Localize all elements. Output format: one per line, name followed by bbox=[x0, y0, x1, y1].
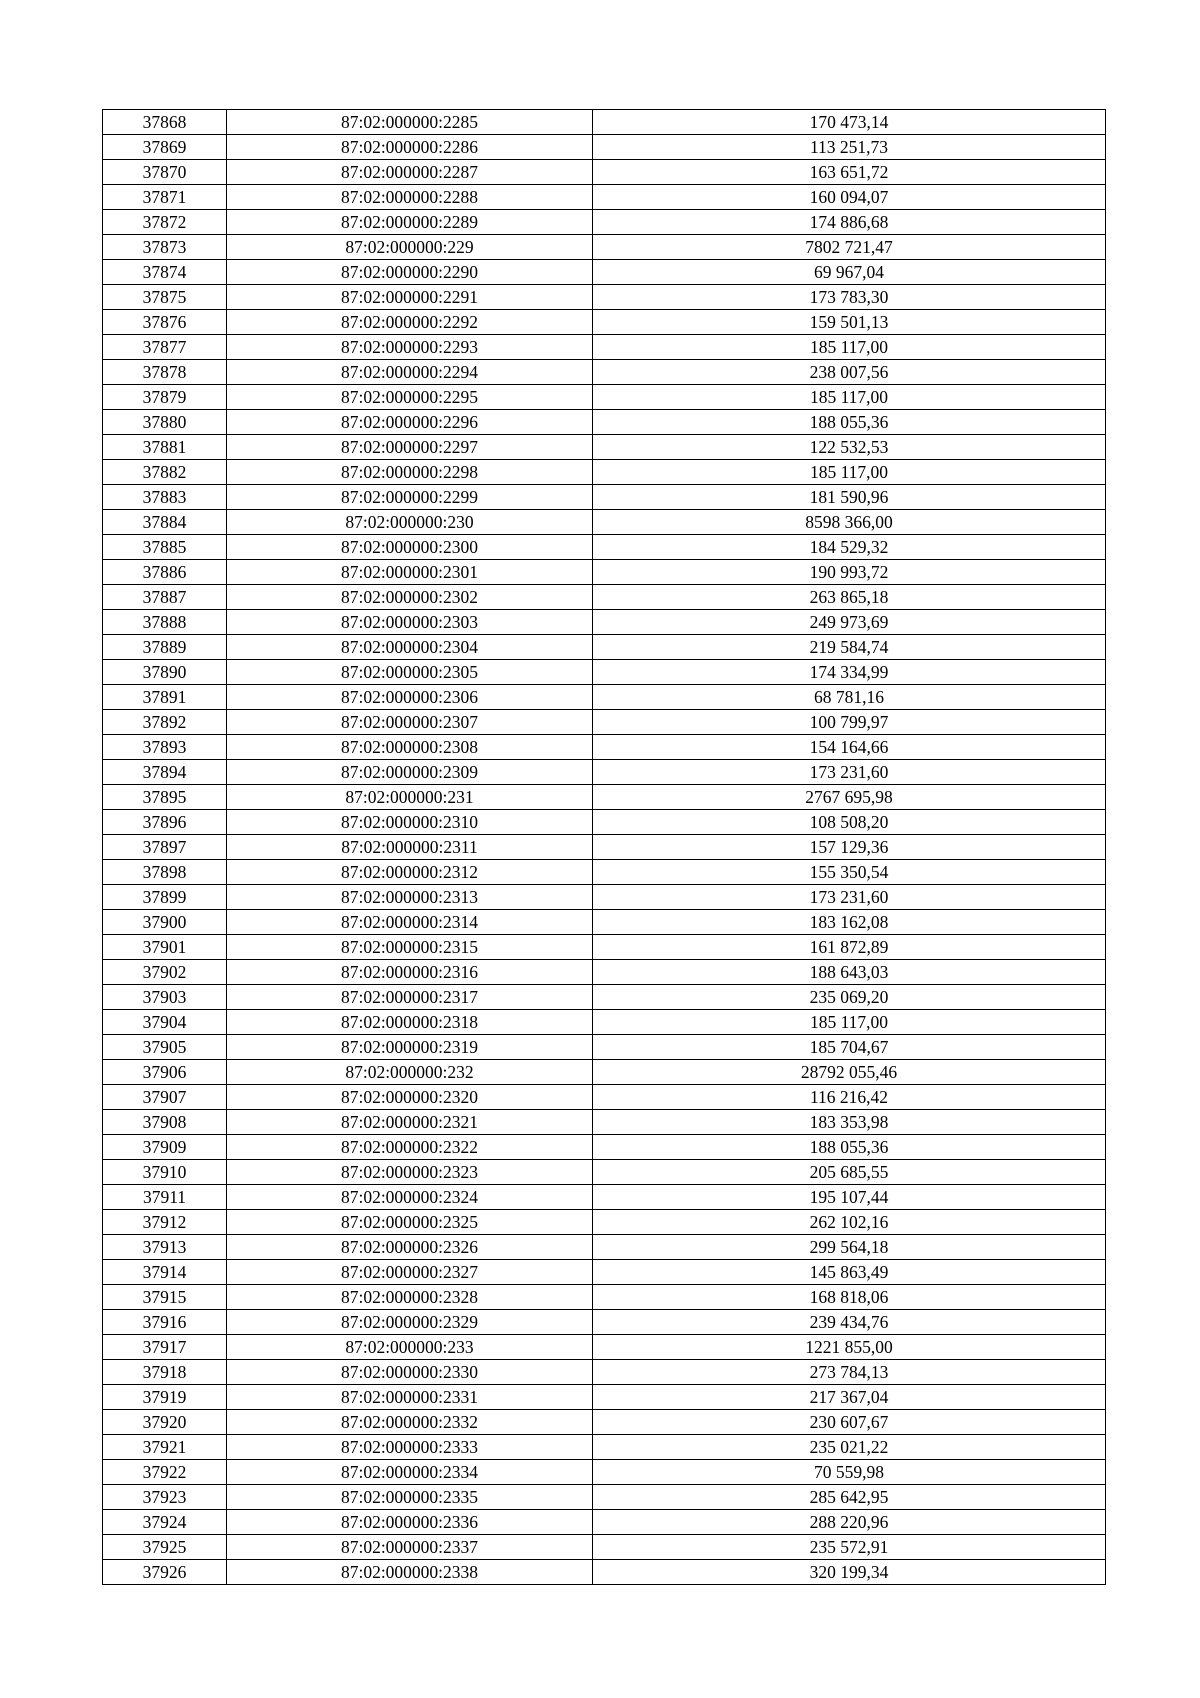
cadastral-number-cell: 87:02:000000:2319 bbox=[227, 1035, 593, 1060]
table-row bbox=[103, 435, 1106, 460]
cadastral-value-cell: 299 564,18 bbox=[593, 1235, 1106, 1260]
cadastral-number-cell: 87:02:000000:2291 bbox=[227, 285, 593, 310]
cadastral-number-cell: 87:02:000000:2303 bbox=[227, 610, 593, 635]
row-number-cell: 37898 bbox=[103, 860, 227, 885]
row-number-cell: 37901 bbox=[103, 935, 227, 960]
table-row bbox=[103, 1460, 1106, 1485]
table-row bbox=[103, 685, 1106, 710]
cadastral-number-cell: 87:02:000000:2318 bbox=[227, 1010, 593, 1035]
cadastral-value-cell: 161 872,89 bbox=[593, 935, 1106, 960]
cadastral-value-cell: 159 501,13 bbox=[593, 310, 1106, 335]
row-number-cell: 37904 bbox=[103, 1010, 227, 1035]
cadastral-value-cell: 249 973,69 bbox=[593, 610, 1106, 635]
cadastral-number-cell: 87:02:000000:2293 bbox=[227, 335, 593, 360]
table-row bbox=[103, 535, 1106, 560]
cadastral-value-cell: 157 129,36 bbox=[593, 835, 1106, 860]
cadastral-number-cell: 87:02:000000:233 bbox=[227, 1335, 593, 1360]
table-row bbox=[103, 235, 1106, 260]
cadastral-number-cell: 87:02:000000:231 bbox=[227, 785, 593, 810]
cadastral-value-cell: 205 685,55 bbox=[593, 1160, 1106, 1185]
row-number-cell: 37909 bbox=[103, 1135, 227, 1160]
cadastral-number-cell: 87:02:000000:2302 bbox=[227, 585, 593, 610]
cadastral-value-cell: 235 021,22 bbox=[593, 1435, 1106, 1460]
table-row bbox=[103, 1335, 1106, 1360]
cadastral-value-cell: 7802 721,47 bbox=[593, 235, 1106, 260]
cadastral-number-cell: 87:02:000000:2312 bbox=[227, 860, 593, 885]
cadastral-value-cell: 122 532,53 bbox=[593, 435, 1106, 460]
table-row bbox=[103, 385, 1106, 410]
table-row bbox=[103, 810, 1106, 835]
cadastral-value-cell: 174 334,99 bbox=[593, 660, 1106, 685]
table-row bbox=[103, 635, 1106, 660]
table-row bbox=[103, 285, 1106, 310]
table-row bbox=[103, 885, 1106, 910]
row-number-cell: 37891 bbox=[103, 685, 227, 710]
cadastral-value-cell: 70 559,98 bbox=[593, 1460, 1106, 1485]
table-row bbox=[103, 1110, 1106, 1135]
cadastral-number-cell: 87:02:000000:2320 bbox=[227, 1085, 593, 1110]
table-row bbox=[103, 1510, 1106, 1535]
cadastral-value-cell: 145 863,49 bbox=[593, 1260, 1106, 1285]
row-number-cell: 37926 bbox=[103, 1560, 227, 1585]
cadastral-value-cell: 239 434,76 bbox=[593, 1310, 1106, 1335]
table-row bbox=[103, 935, 1106, 960]
table-row bbox=[103, 1260, 1106, 1285]
table-row bbox=[103, 660, 1106, 685]
cadastral-value-cell: 185 117,00 bbox=[593, 385, 1106, 410]
row-number-cell: 37896 bbox=[103, 810, 227, 835]
cadastral-value-cell: 69 967,04 bbox=[593, 260, 1106, 285]
cadastral-number-cell: 87:02:000000:2324 bbox=[227, 1185, 593, 1210]
row-number-cell: 37888 bbox=[103, 610, 227, 635]
row-number-cell: 37900 bbox=[103, 910, 227, 935]
cadastral-number-cell: 87:02:000000:229 bbox=[227, 235, 593, 260]
cadastral-number-cell: 87:02:000000:2288 bbox=[227, 185, 593, 210]
table-row bbox=[103, 485, 1106, 510]
cadastral-number-cell: 87:02:000000:2296 bbox=[227, 410, 593, 435]
cadastral-value-cell: 28792 055,46 bbox=[593, 1060, 1106, 1085]
cadastral-value-cell: 185 117,00 bbox=[593, 1010, 1106, 1035]
table-row bbox=[103, 1035, 1106, 1060]
cadastral-number-cell: 87:02:000000:2328 bbox=[227, 1285, 593, 1310]
row-number-cell: 37912 bbox=[103, 1210, 227, 1235]
cadastral-value-cell: 185 117,00 bbox=[593, 460, 1106, 485]
cadastral-number-cell: 87:02:000000:2322 bbox=[227, 1135, 593, 1160]
table-row bbox=[103, 1060, 1106, 1085]
table-row bbox=[103, 360, 1106, 385]
table-row bbox=[103, 610, 1106, 635]
cadastral-number-cell: 87:02:000000:2330 bbox=[227, 1360, 593, 1385]
table-row bbox=[103, 1185, 1106, 1210]
row-number-cell: 37895 bbox=[103, 785, 227, 810]
table-body bbox=[103, 110, 1106, 1585]
cadastral-number-cell: 87:02:000000:2338 bbox=[227, 1560, 593, 1585]
cadastral-number-cell: 87:02:000000:2301 bbox=[227, 560, 593, 585]
cadastral-number-cell: 87:02:000000:2335 bbox=[227, 1485, 593, 1510]
cadastral-value-cell: 238 007,56 bbox=[593, 360, 1106, 385]
row-number-cell: 37872 bbox=[103, 210, 227, 235]
row-number-cell: 37897 bbox=[103, 835, 227, 860]
cadastral-value-cell: 185 117,00 bbox=[593, 335, 1106, 360]
cadastral-value-cell: 2767 695,98 bbox=[593, 785, 1106, 810]
row-number-cell: 37877 bbox=[103, 335, 227, 360]
cadastral-number-cell: 87:02:000000:2306 bbox=[227, 685, 593, 710]
row-number-cell: 37878 bbox=[103, 360, 227, 385]
cadastral-value-cell: 154 164,66 bbox=[593, 735, 1106, 760]
table-row bbox=[103, 1285, 1106, 1310]
row-number-cell: 37906 bbox=[103, 1060, 227, 1085]
row-number-cell: 37880 bbox=[103, 410, 227, 435]
cadastral-number-cell: 87:02:000000:230 bbox=[227, 510, 593, 535]
row-number-cell: 37922 bbox=[103, 1460, 227, 1485]
row-number-cell: 37905 bbox=[103, 1035, 227, 1060]
cadastral-value-cell: 100 799,97 bbox=[593, 710, 1106, 735]
cadastral-value-cell: 188 643,03 bbox=[593, 960, 1106, 985]
cadastral-number-cell: 87:02:000000:2297 bbox=[227, 435, 593, 460]
cadastral-number-cell: 87:02:000000:2310 bbox=[227, 810, 593, 835]
cadastral-number-cell: 87:02:000000:2295 bbox=[227, 385, 593, 410]
row-number-cell: 37876 bbox=[103, 310, 227, 335]
cadastral-number-cell: 87:02:000000:2305 bbox=[227, 660, 593, 685]
cadastral-value-cell: 163 651,72 bbox=[593, 160, 1106, 185]
cadastral-number-cell: 87:02:000000:2289 bbox=[227, 210, 593, 235]
cadastral-value-cell: 113 251,73 bbox=[593, 135, 1106, 160]
cadastral-number-cell: 87:02:000000:2290 bbox=[227, 260, 593, 285]
row-number-cell: 37887 bbox=[103, 585, 227, 610]
table-row bbox=[103, 160, 1106, 185]
cadastral-value-cell: 235 572,91 bbox=[593, 1535, 1106, 1560]
cadastral-number-cell: 87:02:000000:2307 bbox=[227, 710, 593, 735]
cadastral-number-cell: 87:02:000000:2316 bbox=[227, 960, 593, 985]
table-row bbox=[103, 985, 1106, 1010]
table-row bbox=[103, 460, 1106, 485]
cadastral-number-cell: 87:02:000000:2313 bbox=[227, 885, 593, 910]
cadastral-number-cell: 87:02:000000:2321 bbox=[227, 1110, 593, 1135]
table-row bbox=[103, 260, 1106, 285]
cadastral-number-cell: 87:02:000000:2300 bbox=[227, 535, 593, 560]
row-number-cell: 37923 bbox=[103, 1485, 227, 1510]
cadastral-number-cell: 87:02:000000:2299 bbox=[227, 485, 593, 510]
cadastral-value-cell: 155 350,54 bbox=[593, 860, 1106, 885]
table-row bbox=[103, 510, 1106, 535]
row-number-cell: 37917 bbox=[103, 1335, 227, 1360]
table-row bbox=[103, 310, 1106, 335]
table-row bbox=[103, 1235, 1106, 1260]
row-number-cell: 37894 bbox=[103, 760, 227, 785]
cadastral-value-cell: 262 102,16 bbox=[593, 1210, 1106, 1235]
cadastral-value-cell: 173 231,60 bbox=[593, 760, 1106, 785]
row-number-cell: 37871 bbox=[103, 185, 227, 210]
row-number-cell: 37915 bbox=[103, 1285, 227, 1310]
table-row bbox=[103, 1160, 1106, 1185]
cadastral-value-cell: 185 704,67 bbox=[593, 1035, 1106, 1060]
table-row bbox=[103, 760, 1106, 785]
row-number-cell: 37920 bbox=[103, 1410, 227, 1435]
cadastral-number-cell: 87:02:000000:2294 bbox=[227, 360, 593, 385]
cadastral-number-cell: 87:02:000000:2331 bbox=[227, 1385, 593, 1410]
cadastral-number-cell: 87:02:000000:2326 bbox=[227, 1235, 593, 1260]
table-row bbox=[103, 1310, 1106, 1335]
row-number-cell: 37873 bbox=[103, 235, 227, 260]
cadastral-number-cell: 87:02:000000:2336 bbox=[227, 1510, 593, 1535]
row-number-cell: 37869 bbox=[103, 135, 227, 160]
cadastral-number-cell: 87:02:000000:2317 bbox=[227, 985, 593, 1010]
row-number-cell: 37890 bbox=[103, 660, 227, 685]
table-row bbox=[103, 1210, 1106, 1235]
cadastral-value-cell: 174 886,68 bbox=[593, 210, 1106, 235]
cadastral-value-cell: 183 353,98 bbox=[593, 1110, 1106, 1135]
row-number-cell: 37885 bbox=[103, 535, 227, 560]
row-number-cell: 37884 bbox=[103, 510, 227, 535]
row-number-cell: 37868 bbox=[103, 110, 227, 135]
cadastral-number-cell: 87:02:000000:2285 bbox=[227, 110, 593, 135]
cadastral-value-cell: 288 220,96 bbox=[593, 1510, 1106, 1535]
row-number-cell: 37875 bbox=[103, 285, 227, 310]
cadastral-number-cell: 87:02:000000:2298 bbox=[227, 460, 593, 485]
row-number-cell: 37881 bbox=[103, 435, 227, 460]
row-number-cell: 37916 bbox=[103, 1310, 227, 1335]
cadastral-number-cell: 87:02:000000:2309 bbox=[227, 760, 593, 785]
cadastral-number-cell: 87:02:000000:232 bbox=[227, 1060, 593, 1085]
cadastral-number-cell: 87:02:000000:2304 bbox=[227, 635, 593, 660]
table-row bbox=[103, 560, 1106, 585]
cadastral-value-cell: 168 818,06 bbox=[593, 1285, 1106, 1310]
row-number-cell: 37919 bbox=[103, 1385, 227, 1410]
cadastral-value-cell: 160 094,07 bbox=[593, 185, 1106, 210]
row-number-cell: 37889 bbox=[103, 635, 227, 660]
cadastral-value-cell: 8598 366,00 bbox=[593, 510, 1106, 535]
table-row bbox=[103, 735, 1106, 760]
row-number-cell: 37870 bbox=[103, 160, 227, 185]
row-number-cell: 37907 bbox=[103, 1085, 227, 1110]
cadastral-number-cell: 87:02:000000:2286 bbox=[227, 135, 593, 160]
cadastral-value-cell: 173 231,60 bbox=[593, 885, 1106, 910]
cadastral-number-cell: 87:02:000000:2332 bbox=[227, 1410, 593, 1435]
cadastral-number-cell: 87:02:000000:2333 bbox=[227, 1435, 593, 1460]
row-number-cell: 37903 bbox=[103, 985, 227, 1010]
cadastral-value-cell: 273 784,13 bbox=[593, 1360, 1106, 1385]
cadastral-value-cell: 188 055,36 bbox=[593, 1135, 1106, 1160]
cadastral-value-cell: 1221 855,00 bbox=[593, 1335, 1106, 1360]
table-row bbox=[103, 1535, 1106, 1560]
cadastral-value-cell: 285 642,95 bbox=[593, 1485, 1106, 1510]
cadastral-value-cell: 116 216,42 bbox=[593, 1085, 1106, 1110]
table-row bbox=[103, 1410, 1106, 1435]
table-row bbox=[103, 860, 1106, 885]
table-row bbox=[103, 185, 1106, 210]
cadastral-number-cell: 87:02:000000:2334 bbox=[227, 1460, 593, 1485]
cadastral-value-cell: 170 473,14 bbox=[593, 110, 1106, 135]
cadastral-value-cell: 320 199,34 bbox=[593, 1560, 1106, 1585]
table-row bbox=[103, 1435, 1106, 1460]
table-row bbox=[103, 1485, 1106, 1510]
cadastral-value-cell: 188 055,36 bbox=[593, 410, 1106, 435]
table-row bbox=[103, 1385, 1106, 1410]
row-number-cell: 37874 bbox=[103, 260, 227, 285]
cadastral-value-cell: 190 993,72 bbox=[593, 560, 1106, 585]
table-row bbox=[103, 835, 1106, 860]
row-number-cell: 37892 bbox=[103, 710, 227, 735]
row-number-cell: 37913 bbox=[103, 1235, 227, 1260]
cadastral-number-cell: 87:02:000000:2323 bbox=[227, 1160, 593, 1185]
row-number-cell: 37908 bbox=[103, 1110, 227, 1135]
row-number-cell: 37914 bbox=[103, 1260, 227, 1285]
cadastral-number-cell: 87:02:000000:2315 bbox=[227, 935, 593, 960]
cadastral-number-cell: 87:02:000000:2337 bbox=[227, 1535, 593, 1560]
row-number-cell: 37918 bbox=[103, 1360, 227, 1385]
table-row bbox=[103, 110, 1106, 135]
cadastral-number-cell: 87:02:000000:2327 bbox=[227, 1260, 593, 1285]
row-number-cell: 37924 bbox=[103, 1510, 227, 1535]
cadastral-value-cell: 183 162,08 bbox=[593, 910, 1106, 935]
cadastral-value-table bbox=[102, 109, 1106, 1585]
cadastral-value-cell: 230 607,67 bbox=[593, 1410, 1106, 1435]
table-row bbox=[103, 335, 1106, 360]
row-number-cell: 37910 bbox=[103, 1160, 227, 1185]
row-number-cell: 37882 bbox=[103, 460, 227, 485]
cadastral-value-cell: 219 584,74 bbox=[593, 635, 1106, 660]
table-row bbox=[103, 1360, 1106, 1385]
table-row bbox=[103, 585, 1106, 610]
cadastral-value-cell: 217 367,04 bbox=[593, 1385, 1106, 1410]
row-number-cell: 37886 bbox=[103, 560, 227, 585]
cadastral-number-cell: 87:02:000000:2329 bbox=[227, 1310, 593, 1335]
table-row bbox=[103, 960, 1106, 985]
row-number-cell: 37925 bbox=[103, 1535, 227, 1560]
row-number-cell: 37902 bbox=[103, 960, 227, 985]
row-number-cell: 37893 bbox=[103, 735, 227, 760]
row-number-cell: 37911 bbox=[103, 1185, 227, 1210]
table-row bbox=[103, 1085, 1106, 1110]
table-row bbox=[103, 210, 1106, 235]
cadastral-value-cell: 184 529,32 bbox=[593, 535, 1106, 560]
table-row bbox=[103, 135, 1106, 160]
cadastral-value-cell: 108 508,20 bbox=[593, 810, 1106, 835]
cadastral-number-cell: 87:02:000000:2311 bbox=[227, 835, 593, 860]
table-row bbox=[103, 710, 1106, 735]
row-number-cell: 37883 bbox=[103, 485, 227, 510]
cadastral-number-cell: 87:02:000000:2308 bbox=[227, 735, 593, 760]
table-row bbox=[103, 1135, 1106, 1160]
cadastral-value-cell: 173 783,30 bbox=[593, 285, 1106, 310]
cadastral-number-cell: 87:02:000000:2314 bbox=[227, 910, 593, 935]
cadastral-value-cell: 263 865,18 bbox=[593, 585, 1106, 610]
cadastral-value-cell: 181 590,96 bbox=[593, 485, 1106, 510]
table-row bbox=[103, 1010, 1106, 1035]
table-row bbox=[103, 1560, 1106, 1585]
cadastral-value-cell: 195 107,44 bbox=[593, 1185, 1106, 1210]
table-row bbox=[103, 410, 1106, 435]
cadastral-value-cell: 235 069,20 bbox=[593, 985, 1106, 1010]
cadastral-number-cell: 87:02:000000:2292 bbox=[227, 310, 593, 335]
cadastral-number-cell: 87:02:000000:2325 bbox=[227, 1210, 593, 1235]
table-row bbox=[103, 785, 1106, 810]
cadastral-value-cell: 68 781,16 bbox=[593, 685, 1106, 710]
cadastral-number-cell: 87:02:000000:2287 bbox=[227, 160, 593, 185]
row-number-cell: 37879 bbox=[103, 385, 227, 410]
table-row bbox=[103, 910, 1106, 935]
row-number-cell: 37921 bbox=[103, 1435, 227, 1460]
row-number-cell: 37899 bbox=[103, 885, 227, 910]
